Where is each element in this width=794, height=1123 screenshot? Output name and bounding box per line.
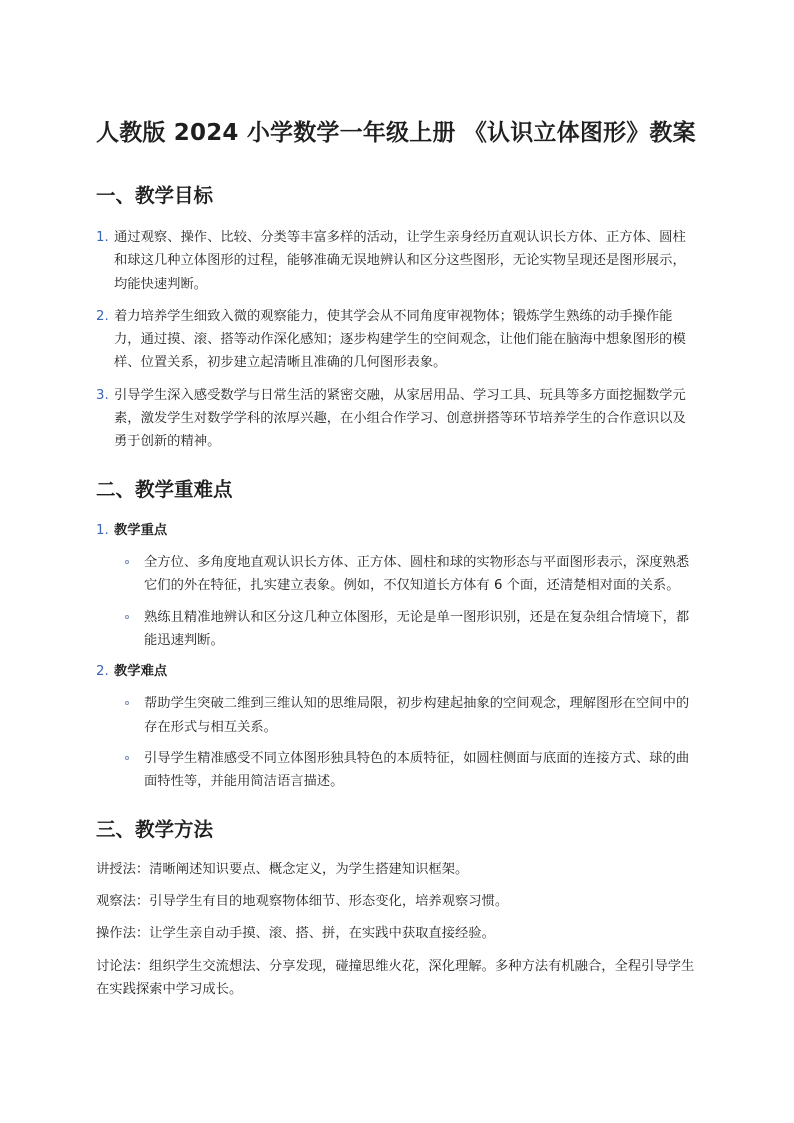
list-number: 2. <box>96 308 109 324</box>
section-heading-goals: 一、教学目标 <box>96 184 214 207</box>
bullet-circle-icon <box>125 701 129 705</box>
bullet-list <box>114 692 698 793</box>
method-paragraph: 观察法：引导学生有目的地观察物体细节、形态变化，培养观察习惯。 <box>96 893 509 909</box>
list-number: 1. <box>96 230 109 245</box>
list-item <box>96 305 698 375</box>
list-item-text: 通过观察、操作、比较、分类等丰富多样的活动，让学生亲身经历直观认识长方体、正方体、圆柱和球这几种立体图形的过程，能够准确无误地辨认和区分这些图形，无论实物呈现还是图形展示，均能快速判断。 <box>114 230 686 292</box>
list-item <box>96 660 698 793</box>
sub-heading-key-point: 教学重点 <box>114 522 168 538</box>
bullet-text: 帮助学生突破二维到三维认知的思维局限，初步构建起抽象的空间观念，理解图形在空间中的存在形式与相互关系。 <box>144 696 690 735</box>
document-title: 人教版 2024 小学数学一年级上册 《认识立体图形》教案 <box>96 120 696 146</box>
bullet-text: 引导学生精准感受不同立体图形独具特色的本质特征，如圆柱侧面与底面的连接方式、球的曲面特性等，并能用简洁语言描述。 <box>144 751 690 790</box>
key-points-list <box>96 519 698 794</box>
bullet-list <box>114 551 698 652</box>
bullet-circle-icon <box>125 560 129 564</box>
list-item <box>96 226 698 296</box>
list-item-text: 着力培养学生细致入微的观察能力，使其学会从不同角度审视物体；锻炼学生熟练的动手操作能力，通过摸、滚、搭等动作深化感知；逐步构建学生的空间观念，让他们能在脑海中想象图形的模样、位置关系，初步建立起清晰且准确的几何图形表象。 <box>114 308 686 371</box>
bullet-item <box>114 747 698 794</box>
bullet-item <box>114 692 698 739</box>
bullet-text: 熟练且精准地辨认和区分这几种立体图形，无论是单一图形识别，还是在复杂组合情境下，都能迅速判断。 <box>144 609 690 648</box>
method-paragraph: 讲授法：清晰阐述知识要点、概念定义，为学生搭建知识框架。 <box>96 861 469 877</box>
list-item-text: 引导学生深入感受数学与日常生活的紧密交融，从家居用品、学习工具、玩具等多方面挖掘数学元素，激发学生对数学学科的浓厚兴趣，在小组合作学习、创意拼搭等环节培养学生的合作意识以及勇于创新的精神。 <box>114 387 686 450</box>
list-number: 1. <box>96 522 109 538</box>
list-item <box>96 384 698 454</box>
bullet-circle-icon <box>125 756 129 760</box>
bullet-item <box>114 551 698 598</box>
section-heading-key-points: 二、教学重难点 <box>96 477 233 501</box>
sub-heading-difficulty: 教学难点 <box>114 664 168 680</box>
method-paragraph: 操作法：让学生亲自动手摸、滚、搭、拼，在实践中获取直接经验。 <box>96 926 495 942</box>
goals-list <box>96 226 698 454</box>
bullet-circle-icon <box>125 615 129 619</box>
bullet-text: 全方位、多角度地直观认识长方体、正方体、圆柱和球的实物形态与平面图形表示，深度熟悉它们的外在特征，扎实建立表象。例如，不仅知道长方体有 6 个面，还清楚相对面的关系。 <box>144 554 690 594</box>
method-paragraph: 讨论法：组织学生交流想法、分享发现，碰撞思维火花，深化理解。多种方法有机融合，全程引导学生在实践探索中学习成长。 <box>96 958 695 997</box>
list-number: 3. <box>96 387 109 403</box>
bullet-item <box>114 606 698 653</box>
list-number: 2. <box>96 664 109 680</box>
list-item <box>96 519 698 652</box>
section-heading-methods: 三、教学方法 <box>96 817 214 841</box>
methods-block <box>96 858 698 1001</box>
